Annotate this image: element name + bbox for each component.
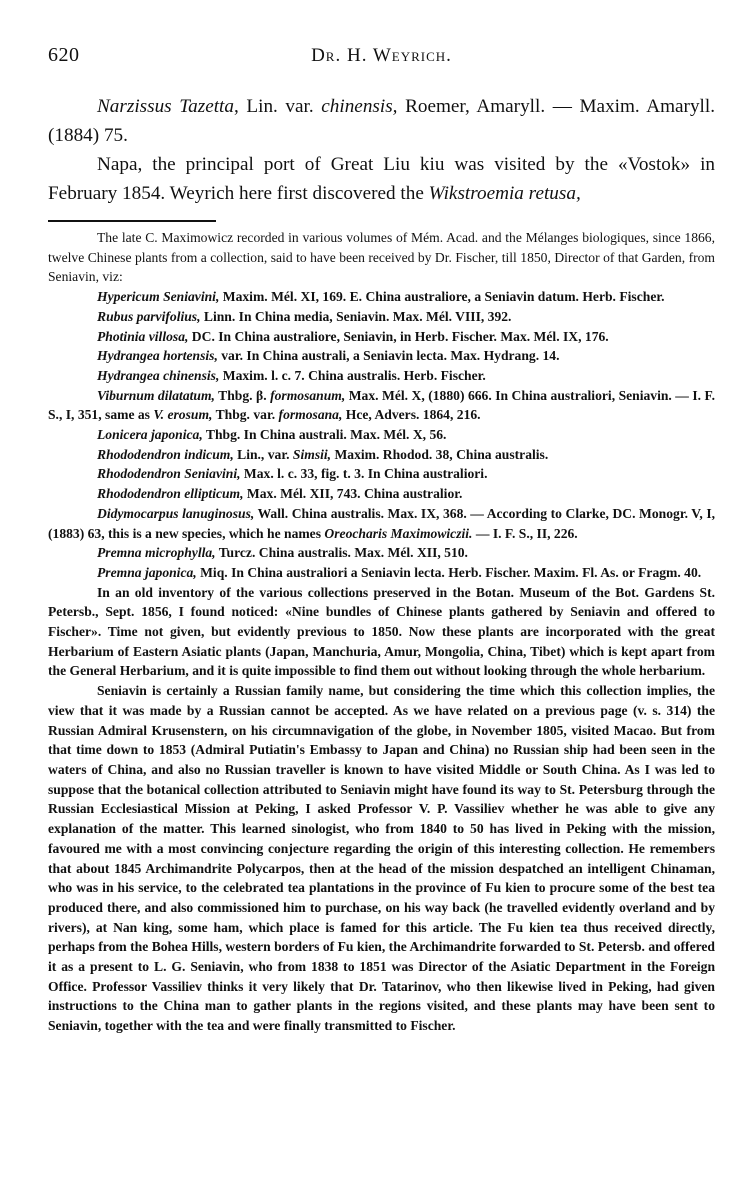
main-text xyxy=(48,92,715,208)
taxon-name: V. erosum, xyxy=(153,407,213,423)
text-run: Maxim. Mél. XI, 169. E. China australiore, a Seniavin datum. Herb. Fischer. xyxy=(219,289,665,305)
footnote-seniavin-paragraph: Seniavin is certainly a Russian family name, but considering the time which this collection implies, the view that it was made by a Russian cannot be accepted. As we have related on a previous page (v. s. 314) the Russian Admiral Krusenstern, on his circumnavigation of the globe, in November 1805, visited Macao. But from that time down to 1853 (Admiral Putiatin's Embassy to Japan and China) no Russian ship had been seen in the waters of China, and also no Russian traveller is known to have visited Middle or South China. As I was led to suppose that the botanical collection attributed to Seniavin might have found its way to St. Petersburg through the Russian Ecclesiastical Mission at Peking, I asked Professor V. P. Vassiliev whether he was able to give any explanation of the matter. This learned sinologist, who from 1840 to 50 has lived in Peking with the mission, favoured me with a most convincing conjecture regarding the origin of this interesting collection. He remembers that about 1845 Archimandrite Polycarpos, then at the head of the mission despatched an intelligent Chinaman, who was in his service, to the celebrated tea plantations in the province of Fu kien to procure some of the best tea produced there, and also commissioned him to purchase, on his way back (he travelled evidently overland and by rivers), at Nan king, some ham, which place is famed for this article. The Fu kien tea thus received directly, perhaps from the Bohea Hills, western borders of Fu kien, the Archimandrite forwarded to St. Petersb. and offered it as a present to L. G. Seniavin, who from 1838 to 1851 was Director of the Asiatic Department in the Foreign Office. Professor Vassiliev thinks it very likely that Dr. Tatarinov, who then likewise lived in Peking, had given instructions to the China man to gather plants in the regions visited, and these plants may have been sent to Seniavin, together with the tea and were finally transmitted to Fischer. xyxy=(48,683,715,1034)
text-run: — I. F. S., II, 226. xyxy=(472,525,578,541)
text-run: , Lin. var. xyxy=(234,96,322,117)
taxon-name: Hypericum Seniavini, xyxy=(97,289,220,305)
footnote-entry xyxy=(48,484,715,504)
footnote-entry xyxy=(48,563,715,583)
footnote-entry xyxy=(48,366,715,386)
page-number: 620 xyxy=(48,44,80,66)
text-run: Hce, Advers. 1864, 216. xyxy=(342,407,481,423)
taxon-name: Rhododendron indicum, xyxy=(97,446,234,462)
taxon-name: Rhododendron ellipticum, xyxy=(97,486,244,502)
text-run: Wall. China australis. Max. IX, 368. — According to Clarke, DC. Monogr. V, I, (1883) 63, this is a new species, which he names xyxy=(48,505,716,541)
taxon-name: formosanum, xyxy=(270,387,346,403)
taxon-name: Simsii, xyxy=(292,446,332,462)
taxon-name: Narzissus Tazetta xyxy=(97,96,234,117)
text-run: Maxim. Rhodod. 38, China australis. xyxy=(331,446,549,462)
footnote-entry xyxy=(48,287,715,307)
footnote-entry-didymocarpus xyxy=(48,504,715,543)
text-run: Thbg. β. xyxy=(214,387,271,403)
text-run: Max. l. c. 33, fig. t. 3. In China australiori. xyxy=(240,466,488,482)
footnote-rule xyxy=(48,220,216,222)
running-head: Dr. H. Weyrich. xyxy=(311,45,452,66)
text-run: Linn. In China media, Seniavin. Max. Mél. VIII, 392. xyxy=(200,308,512,324)
taxon-name: Premna microphylla, xyxy=(97,545,216,561)
footnote-inventory-paragraph: In an old inventory of the various collections preserved in the Botan. Museum of the Bot. Gardens St. Petersb., Sept. 1856, I found noticed: «Nine bundles of Chinese plants gathered by Seniavin and offered to Fischer». Time not given, but evidently previous to 1850. Now these plants are incorporated with the great Herbarium of Eastern Asiatic plants (Japan, Manchuria, Amur, Mongolia, China, Tibet) which is kept apart from the General Herbarium, and it is quite impossible to find them out without looking through the whole herbarium. xyxy=(48,584,715,679)
text-run: var. In China australi, a Seniavin lecta. Max. Hydrang. 14. xyxy=(217,348,560,364)
text-run: Roemer, Amaryll. — Maxim. Amaryll. (1884) 75. xyxy=(48,96,715,146)
text-run: Max. Mél. X, (1880) 666. In China australiori, Seniavin. — I. F. S., I, 351, same as xyxy=(48,387,715,423)
taxon-name: Photinia villosa, xyxy=(97,328,189,344)
text-run: Napa, the principal port of Great Liu kiu was visited by the «Vostok» in February 1854. Weyrich here first discovered the xyxy=(48,154,715,204)
footnote-entry-viburnum xyxy=(48,386,715,425)
text-run: Max. Mél. XII, 743. China australior. xyxy=(243,486,463,502)
taxon-name: Hydrangea hortensis, xyxy=(97,348,218,364)
footnote-intro: The late C. Maximowicz recorded in various volumes of Mém. Acad. and the Mélanges biologiques, since 1866, twelve Chinese plants from a collection, said to have been received by Dr. Fischer, till 1850, Director of that Garden, from Seniavin, viz: xyxy=(48,230,715,285)
paragraph-narzissus xyxy=(48,92,715,150)
text-run: Turcz. China australis. Max. Mél. XII, 510. xyxy=(215,545,468,561)
text-run: Thbg. var. xyxy=(212,407,279,423)
text-run: DC. In China australiore, Seniavin, in Herb. Fischer. Max. Mél. IX, 176. xyxy=(188,328,609,344)
footnote-entry xyxy=(48,464,715,484)
taxon-name: Wikstroemia retusa, xyxy=(428,183,581,204)
text-run: Lin., var. xyxy=(233,446,293,462)
taxon-name: chinensis, xyxy=(321,96,398,117)
paragraph-napa xyxy=(48,150,715,208)
footnote-entry xyxy=(48,346,715,366)
page-header xyxy=(48,0,715,80)
taxon-name: Lonicera japonica, xyxy=(97,427,203,443)
taxon-name: Didymocarpus lanuginosus, xyxy=(97,505,255,521)
taxon-name: Rhododendron Seniavini, xyxy=(97,466,241,482)
text-run: Maxim. l. c. 7. China australis. Herb. Fischer. xyxy=(219,367,486,383)
taxon-name: formosana, xyxy=(278,407,343,423)
footnote-entry xyxy=(48,327,715,347)
footnote-entry xyxy=(48,307,715,327)
taxon-name: Rubus parvifolius, xyxy=(97,308,201,324)
footnote xyxy=(48,228,715,1036)
taxon-name: Oreocharis Maximowiczii. xyxy=(324,525,473,541)
footnote-entry xyxy=(48,543,715,563)
footnote-entry xyxy=(48,425,715,445)
taxon-name: Premna japonica, xyxy=(97,564,197,580)
text-run: Miq. In China australiori a Seniavin lecta. Herb. Fischer. Maxim. Fl. As. or Fragm. 40. xyxy=(196,564,702,580)
footnote-entry xyxy=(48,445,715,465)
text-run: Thbg. In China australi. Max. Mél. X, 56. xyxy=(202,427,447,443)
taxon-name: Hydrangea chinensis, xyxy=(97,367,220,383)
taxon-name: Viburnum dilatatum, xyxy=(97,387,215,403)
